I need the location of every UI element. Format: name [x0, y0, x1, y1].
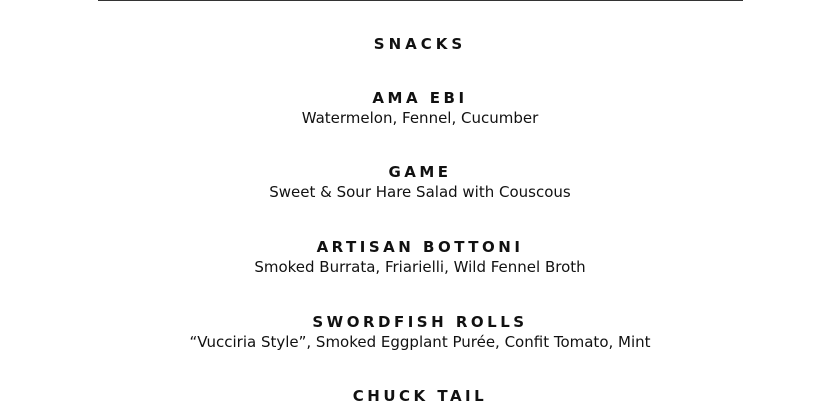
section-title: SNACKS: [373, 35, 467, 53]
menu-item: [0, 386, 840, 406]
menu-item-description: Sweet & Sour Hare Salad with Couscous: [269, 183, 571, 201]
top-divider: [98, 0, 743, 1]
menu-item-description: “Vucciria Style”, Smoked Eggplant Purée, Confit Tomato, Mint: [189, 333, 651, 351]
menu-item-name: GAME: [388, 163, 452, 181]
menu-item: [0, 312, 840, 352]
menu-item: [0, 162, 840, 202]
menu-item-description: Watermelon, Fennel, Cucumber: [301, 109, 539, 127]
menu-item: [0, 237, 840, 277]
menu-item-name: ARTISAN BOTTONI: [316, 238, 524, 256]
menu-item-name: CHUCK TAIL: [352, 387, 488, 405]
menu-item-name: AMA EBI: [372, 89, 468, 107]
menu-item: [0, 88, 840, 128]
menu-item-description: Smoked Burrata, Friarielli, Wild Fennel Broth: [254, 258, 586, 276]
menu-item-name: SWORDFISH ROLLS: [312, 313, 528, 331]
